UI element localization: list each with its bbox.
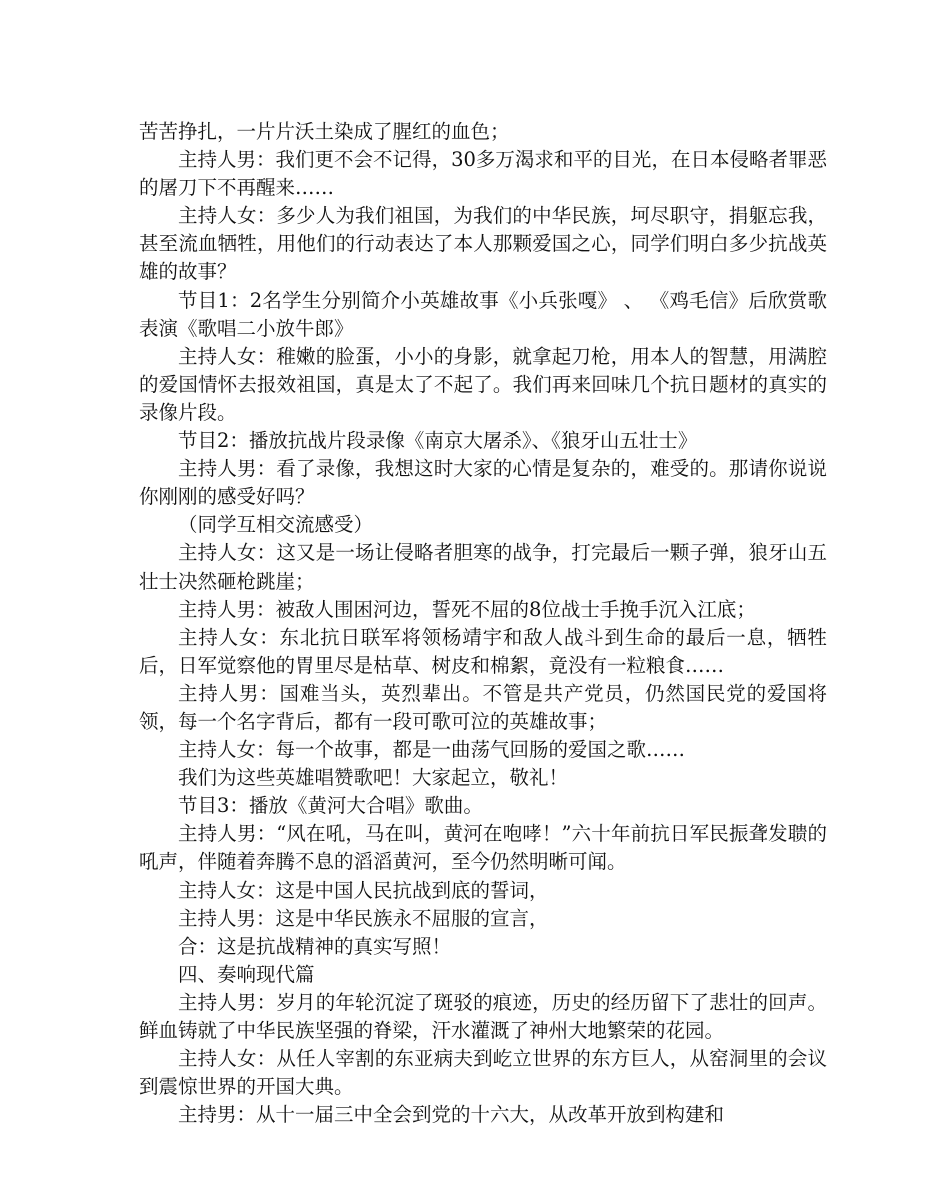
section-heading: 四、奏响现代篇 (178, 962, 315, 986)
paragraph: 苦苦挣扎，一片片沃土染成了腥红的血色； (139, 120, 510, 143)
paragraph: 主持人男：看了录像，我想这时大家的心情是复杂的，难受的。那请你说说你刚刚的感受好吗？ (139, 457, 827, 509)
paragraph: 主持人男：岁月的年轮沉淀了斑驳的痕迹，历史的经历留下了悲壮的回声。鲜血铸就了中华民族坚强的脊梁，汗水灌溉了神州大地繁荣的花园。 (139, 990, 827, 1042)
paragraph: 主持人男：我们更不会不记得，30多万渴求和平的目光，在日本侵略者罪恶的屠刀下不再醒来…… (139, 148, 827, 200)
paragraph: 主持人男：这是中华民族永不屈服的宣言， (178, 906, 549, 930)
paragraph: 主持人男：国难当头，英烈辈出。不管是共产党员，仍然国民党的爱国将领，每一个名字背后，都有一段可歌可泣的英雄故事； (139, 681, 827, 733)
paragraph: 主持人男：被敌人围困河边，誓死不屈的8位战士手挽手沉入江底； (178, 597, 756, 621)
paragraph: 节目1：2名学生分别简介小英雄故事《小兵张嘎》 、 《鸡毛信》后欣赏歌表演《歌唱二小放牛郎》 (139, 288, 827, 340)
paragraph: 合：这是抗战精神的真实写照！ (178, 934, 452, 958)
paragraph: 主持人女：这是中国人民抗战到底的誓词， (178, 878, 549, 902)
paragraph: 主持人女：东北抗日联军将领杨靖宇和敌人战斗到生命的最后一息，牺牲后，日军觉察他的胃里尽是枯草、树皮和棉絮，竟没有一粒粮食…… (139, 625, 827, 677)
paragraph: 主持人女：从任人宰割的东亚病夫到屹立世界的东方巨人，从窑洞里的会议到震惊世界的开国大典。 (139, 1047, 827, 1099)
paragraph: 主持人女：多少人为我们祖国，为我们的中华民族，坷尽职守，捐躯忘我，甚至流血牺牲，用他们的行动表达了本人那颗爱国之心，同学们明白多少抗战英雄的故事？ (139, 204, 827, 284)
paragraph: 我们为这些英雄唱赞歌吧！大家起立，敬礼！ (178, 766, 569, 790)
paragraph: （同学互相交流感受） (178, 513, 374, 537)
paragraph: 主持人女：每一个故事，都是一曲荡气回肠的爱国之歌…… (178, 738, 686, 762)
paragraph: 节目3：播放《黄河大合唱》歌曲。 (178, 794, 483, 818)
document-body (139, 118, 827, 1129)
paragraph: 主持男：从十一届三中全会到党的十六大，从改革开放到构建和 (178, 1103, 725, 1127)
paragraph: 节目2：播放抗战片段录像《南京大屠杀》、《狼牙山五壮士》 (178, 429, 698, 453)
paragraph: 主持人女：稚嫩的脸蛋，小小的身影，就拿起刀枪，用本人的智慧，用满腔的爱国情怀去报效祖国，真是太了不起了。我们再来回味几个抗日题材的真实的录像片段。 (139, 344, 827, 424)
paragraph: 主持人男：“风在吼，马在叫，黄河在咆哮！”六十年前抗日军民振聋发聩的吼声，伴随着奔腾不息的滔滔黄河，至今仍然明晰可闻。 (139, 822, 827, 874)
paragraph: 主持人女：这又是一场让侵略者胆寒的战争，打完最后一颗子弹，狼牙山五壮士决然砸枪跳崖； (139, 541, 827, 593)
